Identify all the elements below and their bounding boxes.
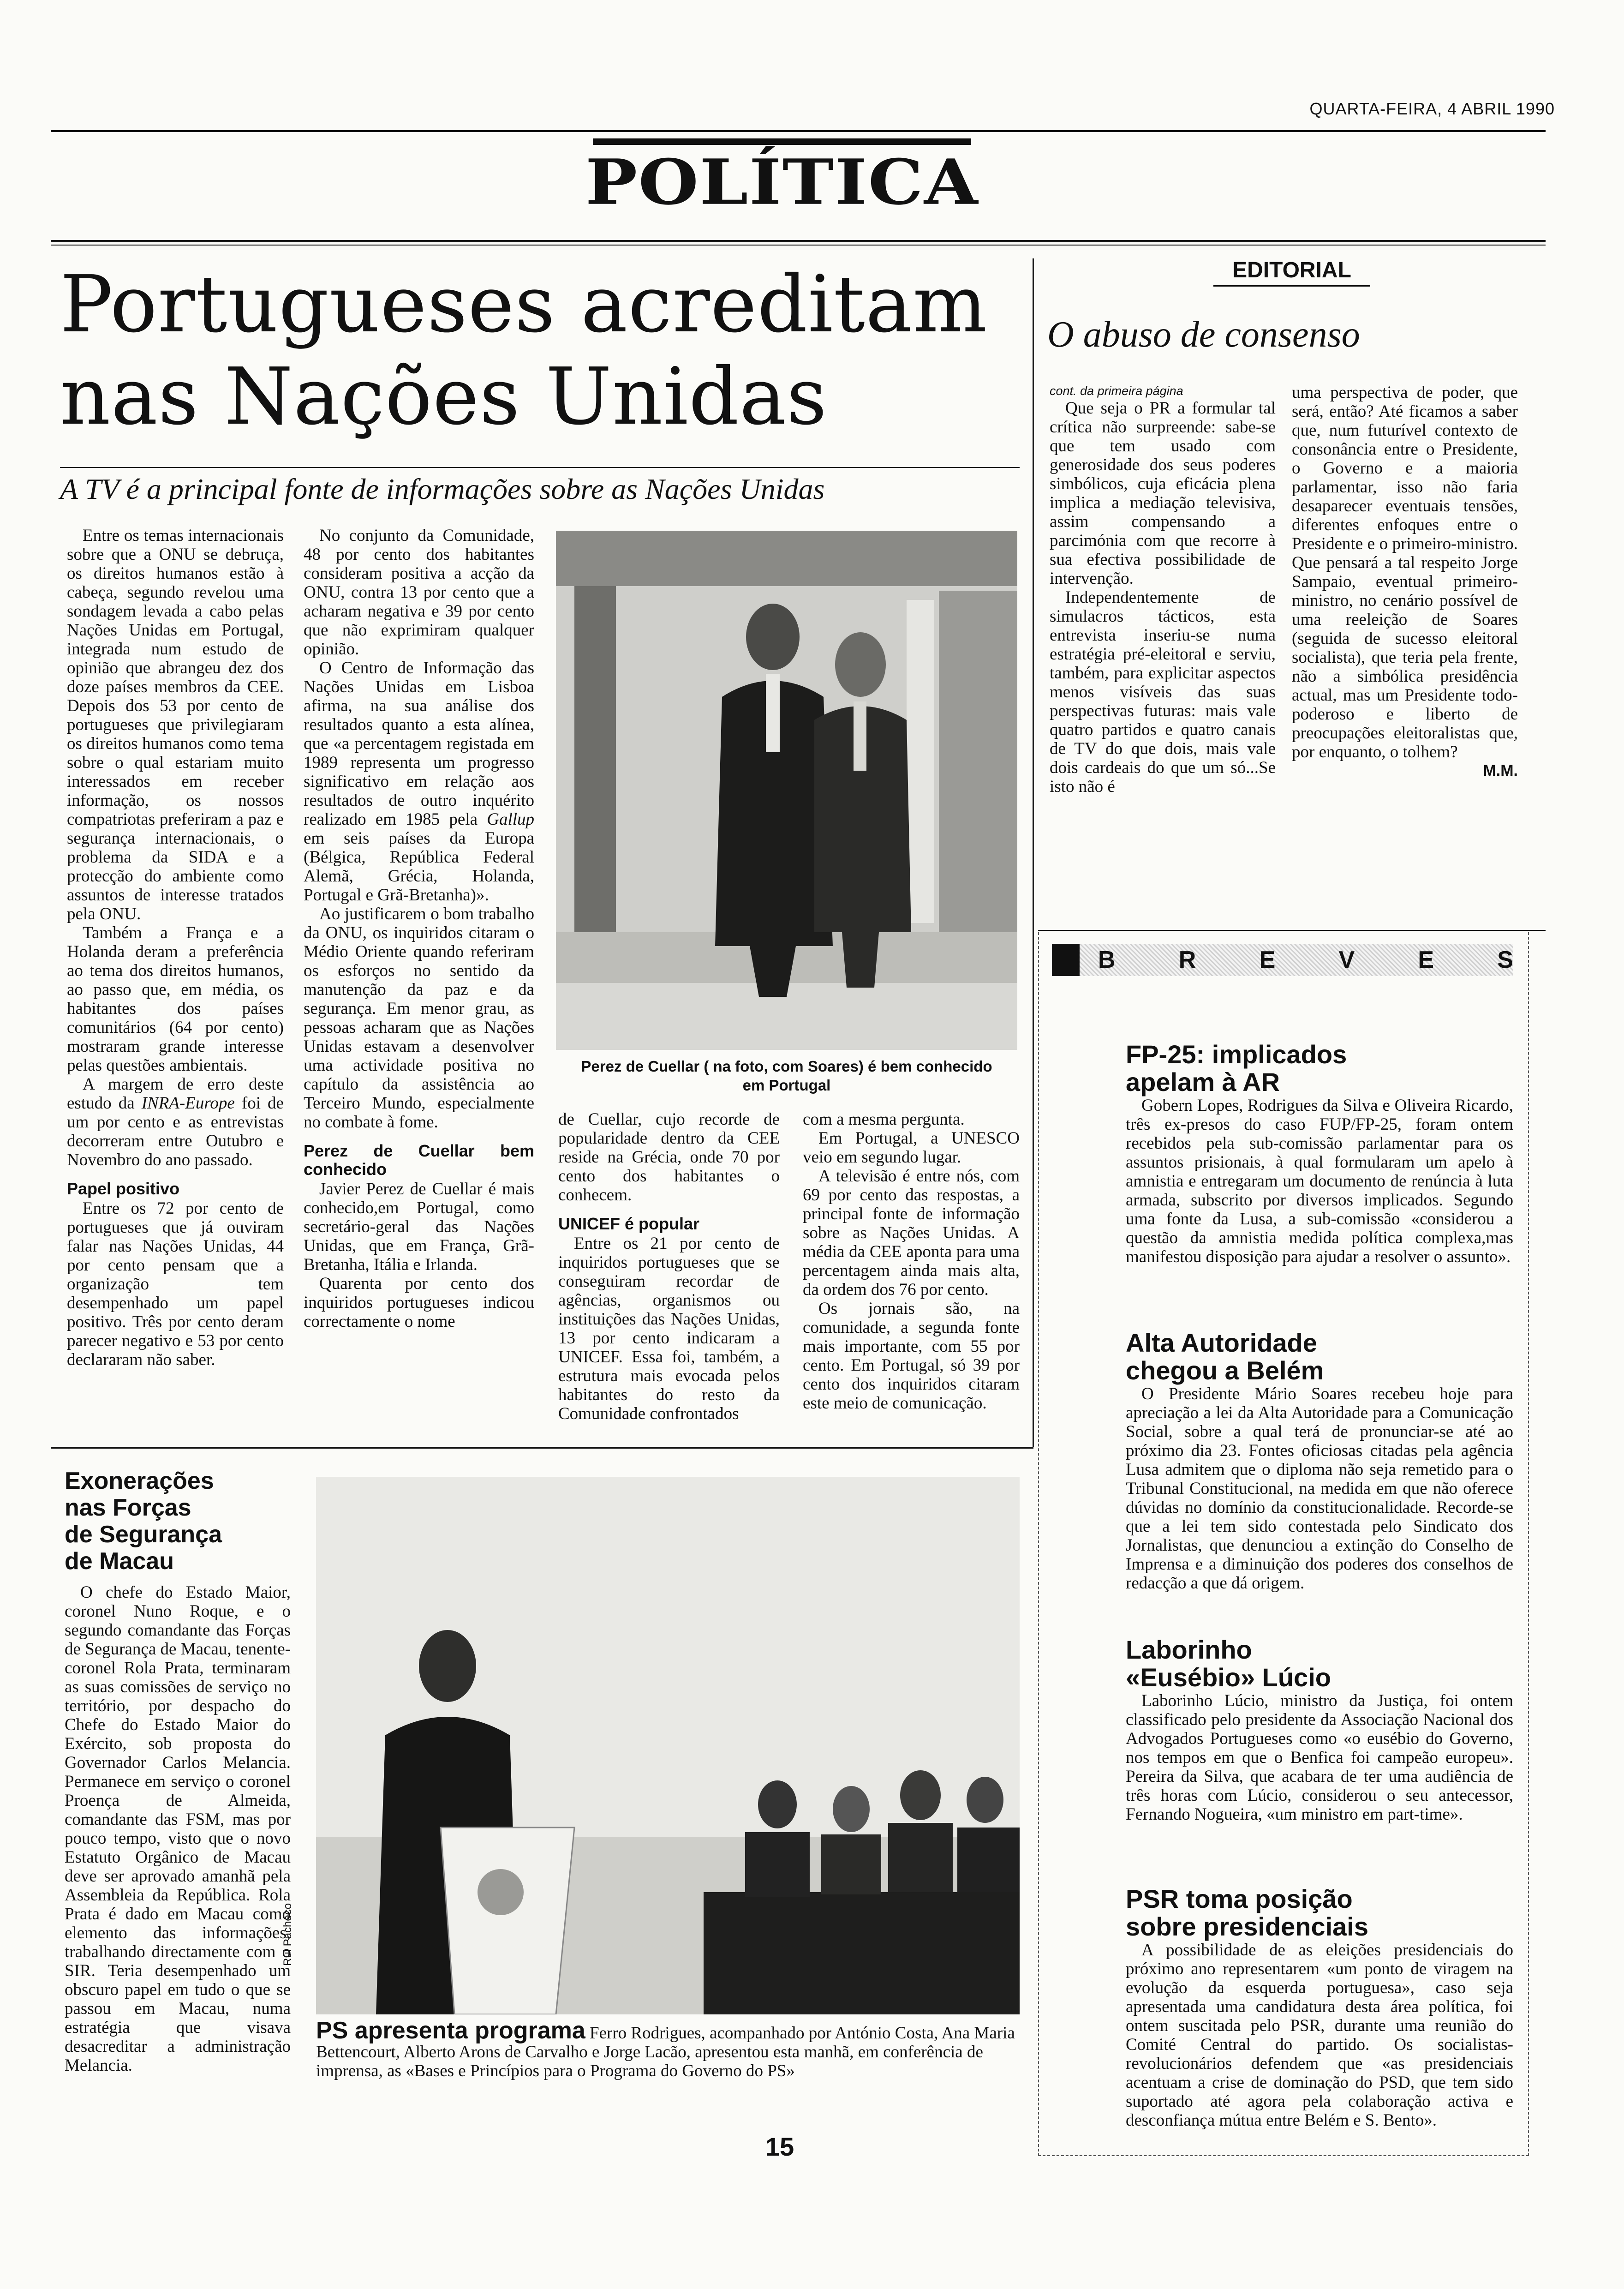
col1-subhead: Papel positivo bbox=[67, 1179, 180, 1198]
breve-item bbox=[1126, 1041, 1513, 1266]
col2-paragraph bbox=[304, 659, 534, 905]
col2-subhead: Perez de Cuellar bem conhecido bbox=[304, 1141, 534, 1179]
col2-paragraph: Javier Perez de Cuellar é mais conhecido,em Portugal, como secretário-geral das Nações Unidas, que em França, Grã-Bretanha, Itália e Irlanda. bbox=[304, 1180, 534, 1274]
breve-title bbox=[1126, 1636, 1513, 1691]
breve-title bbox=[1126, 1041, 1513, 1096]
col4-paragraph: A televisão é entre nós, com 69 por cento das respostas, a principal fonte de informação sobre as Nações Unidas. A média da CEE aponta para uma percentagem ainda mais alta, da ordem dos 76 por cento. bbox=[803, 1167, 1020, 1299]
breves-letter: R bbox=[1178, 947, 1196, 973]
col1-paragraph: Entre os 72 por cento de portugueses que já ouviram falar nas Nações Unidas, 44 por cento pensam que a organização tem desempenhado um papel positivo. Três por cento deram parecer negativo e 53 por cento declararam não saber. bbox=[67, 1199, 284, 1369]
ps-caption-title: PS apresenta programa bbox=[316, 2017, 585, 2044]
editorial-kicker: cont. da primeira página bbox=[1050, 384, 1183, 398]
breve-title-line: chegou a Belém bbox=[1126, 1356, 1324, 1385]
col1-paragraph: Entre os temas internacionais sobre que a ONU se debruça, os direitos humanos estão à cabeça, segundo revelou uma sondagem levada a cabo pelas Nações Unidas em Portugal, integrada num estudo de opinião que abrangeu dez dos doze países membros da CEE. Depois dos 53 por cento de portugueses que privilegiaram os direitos humanos como tema sobre o qual estariam muito interessados em receber informação, os nossos compatriotas preferiram a paz e segurança internacionais, o problema da SIDA e a protecção do ambiente como assuntos de interesse tratados pela ONU. bbox=[67, 526, 284, 923]
page-number: 15 bbox=[765, 2132, 794, 2161]
macau-headline-line: de Segurança bbox=[65, 1521, 222, 1548]
main-article-col4 bbox=[803, 1110, 1020, 1413]
breve-body bbox=[1126, 1691, 1513, 1824]
breve-body bbox=[1126, 1096, 1513, 1266]
col2-paragraph: Quarenta por cento dos inquiridos portugueses indicou correctamente o nome bbox=[304, 1274, 534, 1331]
col1-paragraph bbox=[67, 1075, 284, 1169]
editorial-paragraph: Que seja o PR a formular tal crítica não surpreende: sabe-se que tem usado com generosidade dos seus poderes simbólicos, cuja eficácia plena implica a mediação televisiva, assim compensando a parcimónia com que recorre à sua efectiva possibilidade de intervenção. bbox=[1050, 399, 1276, 588]
ps-caption-text: Ferro Rodrigues, acompanhado por António Costa, Ana Maria Bettencourt, Alberto Arons de Carvalho e Jorge Lacão, apresentou esta manhã, em conferência de imprensa, as «Bases e Princípios para o Programa do Governo do PS» bbox=[316, 2024, 1015, 2080]
main-headline-line1: Portugueses acreditam bbox=[60, 259, 988, 350]
breve-title-line: Laborinho bbox=[1126, 1635, 1252, 1664]
col3-paragraph: de Cuellar, cujo recorde de popularidade dentro da CEE reside na Grécia, onde 70 por cento dos habitantes o conhecem. bbox=[558, 1110, 780, 1204]
breves-label bbox=[1098, 946, 1513, 974]
ps-press-conference-photo bbox=[316, 1477, 1020, 2014]
col1-text: foi de um por cento e as entrevistas decorreram entre Outubro e Novembro do ano passado. bbox=[67, 1094, 284, 1169]
editorial-title: O abuso de consenso bbox=[1047, 314, 1360, 355]
editorial-col1 bbox=[1050, 383, 1276, 796]
main-headline bbox=[60, 258, 1024, 443]
section-bar bbox=[593, 138, 971, 145]
section-title: POLÍTICA bbox=[585, 145, 979, 219]
main-top-rule bbox=[51, 240, 1546, 242]
breves-letter: E bbox=[1418, 947, 1434, 973]
header-top-rule bbox=[51, 130, 1546, 132]
breve-paragraph: O Presidente Mário Soares recebeu hoje para apreciação a lei da Alta Autoridade para a Comunicação Social, sobre a qual terá de pronunciar-se até ao próximo dia 23. Fontes oficiosas citadas pela agência Lusa admitem que o diploma não seja remetido para o Tribunal Constitucional, na medida em que não oferece dúvidas no domínio da constitucionalidade. Recorde-se que a lei tem sido contestada pelo Sindicato dos Jornalistas, que denunciou a extinção do Conselho de Imprensa e a diminuição dos poderes dos conselhos de redacção a que dá origem. bbox=[1126, 1384, 1513, 1593]
col3-subhead: UNICEF é popular bbox=[558, 1214, 700, 1233]
breve-item bbox=[1126, 1885, 1513, 2130]
breves-letter: E bbox=[1259, 947, 1276, 973]
main-article-col1 bbox=[67, 526, 284, 1369]
main-article-col2 bbox=[304, 526, 534, 1331]
headline-rule bbox=[60, 467, 1020, 468]
breves-letter: B bbox=[1098, 947, 1116, 973]
breve-title-line: sobre presidenciais bbox=[1126, 1912, 1369, 1941]
breve-title-line: Alta Autoridade bbox=[1126, 1328, 1317, 1357]
breve-item bbox=[1126, 1636, 1513, 1824]
editorial-label-rule bbox=[1213, 285, 1370, 287]
col3-paragraph: Entre os 21 por cento de inquiridos portugueses que se conseguiram recordar de agências, organismos ou instituições das Nações Unidas, 13 por cento indicaram a UNICEF. Essa foi, também, a estrutura mais evocada pelos habitantes do resto da Comunidade confrontados bbox=[558, 1234, 780, 1423]
col2-text: em seis países da Europa (Bélgica, República Federal Alemã, Grécia, Holanda, Portugal e Grã-Bretanha)». bbox=[304, 829, 534, 905]
breve-paragraph: Gobern Lopes, Rodrigues da Silva e Oliveira Ricardo, três ex-presos do caso FUP/FP-25, foram ontem recebidos pela sub-comissão parlamentar para os assuntos prisionais, à qual formularam um apelo à amnistia e entregaram um documento de renúncia à luta armada, subscrito por diversos implicados. Segundo uma fonte da Lusa, a sub-comissão «considerou a questão da amnistia medida política complexa,mas manifestou disposição para ajudar a resolver o assunto». bbox=[1126, 1096, 1513, 1266]
breve-body bbox=[1126, 1384, 1513, 1593]
col1-italic-source: INRA-Europe bbox=[141, 1094, 235, 1113]
cuellar-soares-illustration bbox=[556, 531, 1017, 1050]
col1-text: A margem de erro deste estudo da bbox=[67, 1075, 284, 1113]
breve-title-line: FP-25: implicados bbox=[1126, 1040, 1347, 1069]
col2-paragraph: No conjunto da Comunidade, 48 por cento dos habitantes consideram positiva a acção da ONU, contra 13 por cento que a acharam negativa e 39 por cento que não exprimiram qualquer opinião. bbox=[304, 526, 534, 659]
lower-section-rule bbox=[51, 1447, 1033, 1449]
col2-italic-source: Gallup bbox=[487, 810, 534, 829]
breve-title-line: apelam à AR bbox=[1126, 1067, 1280, 1097]
breve-title-line: «Eusébio» Lúcio bbox=[1126, 1663, 1331, 1692]
editorial-label: EDITORIAL bbox=[1232, 258, 1351, 282]
breve-paragraph: Laborinho Lúcio, ministro da Justiça, foi ontem classificado pelo presidente da Associação Nacional dos Advogados Portugueses como «o eusébio do Governo, nos tempos em que o Benfica foi campeão europeu». Pereira da Silva, que acabara de ter uma audiência de três horas com Lúcio, considerou o seu antecessor, Fernando Nogueira, «um ministro em part-time». bbox=[1126, 1691, 1513, 1824]
breve-body bbox=[1126, 1941, 1513, 2130]
breve-title-line: PSR toma posição bbox=[1126, 1884, 1353, 1913]
main-subheadline: A TV é a principal fonte de informações sobre as Nações Unidas bbox=[60, 473, 825, 505]
macau-paragraph: O chefe do Estado Maior, coronel Nuno Roque, e o segundo comandante das Forças de Segurança de Macau, tenente-coronel Rola Prata, terminaram as suas comissões de serviço no território, por despacho do Chefe do Estado Maior do Exército, sob proposta do Governador Carlos Melancia. Permanece em serviço o coronel Proença de Almeida, comandante das FSM, mas por pouco tempo, visto que o novo Estatuto Orgânico de Macau deve ser aprovado amanhã pela Assembleia da República. Rola Prata é dado em Macau como elemento das informações, trabalhando directamente com o SIR. Teria desempenhado um obscuro papel em tudo o que se passou em Macau, numa estratégia que visava desacreditar a administração Melancia. bbox=[65, 1583, 291, 2075]
editorial-signature: M.M. bbox=[1483, 762, 1518, 779]
breves-letter: V bbox=[1338, 947, 1355, 973]
main-top-rule-2 bbox=[51, 245, 1546, 246]
cuellar-soares-photo bbox=[556, 531, 1017, 1050]
editorial-bottom-rule bbox=[1038, 930, 1546, 931]
breve-item bbox=[1126, 1329, 1513, 1593]
breve-title bbox=[1126, 1885, 1513, 1941]
macau-body bbox=[65, 1583, 291, 2075]
breves-block-icon bbox=[1052, 944, 1080, 976]
macau-headline-line: de Macau bbox=[65, 1548, 174, 1575]
col2-text: O Centro de Informação das Nações Unidas em Lisboa afirma, na sua análise dos resultados quanto a esta alínea, que «a percentagem registada em 1989 representa um progresso significativo em relação aos resultados de outro inquérito realizado em 1985 pela bbox=[304, 659, 534, 829]
breve-title bbox=[1126, 1329, 1513, 1384]
col4-paragraph: Os jornais são, na comunidade, a segunda fonte mais importante, com 55 por cento. Em Portugal, só 39 por cento dos inquiridos citaram este meio de comunicação. bbox=[803, 1299, 1020, 1413]
main-article-col3 bbox=[558, 1110, 780, 1423]
macau-headline-line: nas Forças bbox=[65, 1494, 191, 1521]
main-headline-line2: nas Nações Unidas bbox=[60, 351, 828, 443]
header-date: QUARTA-FEIRA, 4 ABRIL 1990 bbox=[1309, 99, 1555, 118]
col4-paragraph: com a mesma pergunta. bbox=[803, 1110, 965, 1129]
col2-paragraph: Ao justificarem o bom trabalho da ONU, os inquiridos citaram o Médio Oriente quando referiram os esforços no sentido da manutenção da paz e da segurança. Em menor grau, as pessoas acharam que as Nações Unidas estavam a desenvolver uma actividade positiva no capítulo da assistência ao Terceiro Mundo, especialmente no combate à fome. bbox=[304, 905, 534, 1132]
column-divider bbox=[1033, 258, 1034, 1447]
photo-credit: Rui Pacheco bbox=[281, 1903, 294, 1966]
macau-headline-line: Exonerações bbox=[65, 1468, 214, 1494]
editorial-paragraph: uma perspectiva de poder, que será, então? Até ficamos a saber que, num futurível contexto de consonância entre o Presidente, o Governo e a maioria parlamentar, isso não faria desaparecer eventuais tensões, diferentes enfoques entre o Presidente e o primeiro-ministro. Que pensará a tal respeito Jorge Sampaio, eventual primeiro-ministro, no cenário possível de uma reeleição de Soares (seguida de sucesso eleitoral socialista), que teria pela frente, não a simbólica presidência actual, mas um Presidente todo-poderoso e liberto de preocupações eleitoralistas que, por enquanto, o tolhem? bbox=[1292, 383, 1518, 761]
photo-caption: Perez de Cuellar ( na foto, com Soares) é bem conhecido em Portugal bbox=[581, 1058, 992, 1094]
editorial-paragraph: Independentemente de simulacros tácticos, esta entrevista inseriu-se numa estratégia pré-eleitoral e serviu, também, para explicitar aspectos menos visíveis das suas perspectivas futuras: mais vale quatro partidos e quatro canais de TV do que dois, mais vale dois cardeais do que um só...Se isto não é bbox=[1050, 588, 1276, 796]
editorial-col2 bbox=[1292, 383, 1518, 780]
ps-press-conference-illustration bbox=[316, 1477, 1020, 2014]
macau-headline bbox=[65, 1468, 304, 1575]
breves-letter: S bbox=[1497, 947, 1513, 973]
col4-paragraph: Em Portugal, a UNESCO veio em segundo lugar. bbox=[803, 1129, 1020, 1167]
col1-paragraph: Também a França e a Holanda deram a preferência ao tema dos direitos humanos, ao passo que, em média, os habitantes dos países comunitários (64 por cento) mostraram grande interesse pelas questões ambientais. bbox=[67, 923, 284, 1075]
breve-paragraph: A possibilidade de as eleições presidenciais do próximo ano representarem «um ponto de viragem na evolução da esquerda portuguesa», caso seja apresentada uma candidatura desta área política, foi ontem suscitada pelo PSR, durante uma reunião do Comité Central do partido. Os socialistas-revolucionários defendem que «as presidenciais acentuam a crise de dominação do PSD, que tem sido suportado até agora pela colaboração activa e desconfiança mútua entre Belém e S. Bento». bbox=[1126, 1941, 1513, 2130]
ps-caption bbox=[316, 2017, 1022, 2080]
